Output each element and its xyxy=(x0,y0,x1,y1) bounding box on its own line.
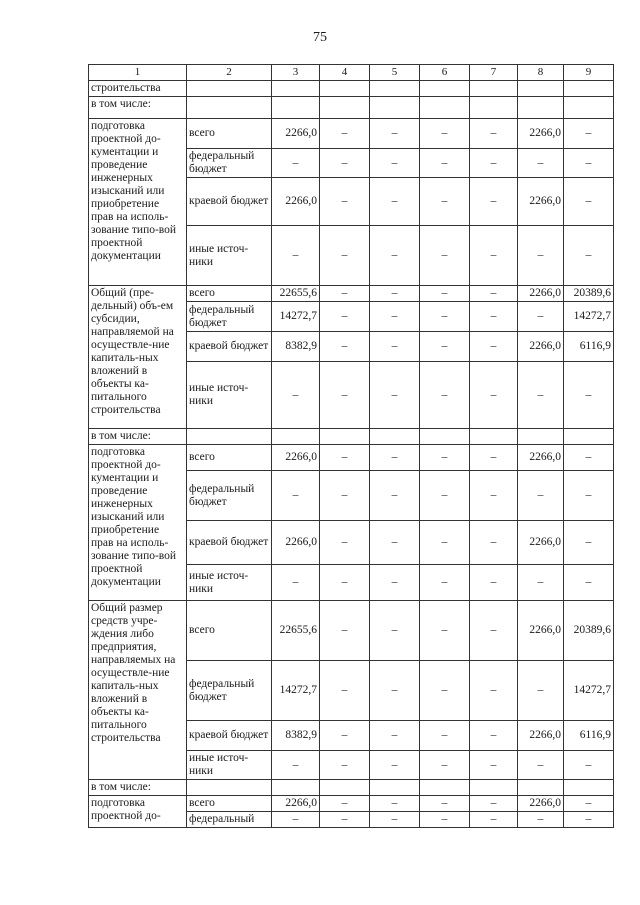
empty-value: – xyxy=(320,149,370,178)
empty-value: – xyxy=(518,226,564,286)
funding-source-label: иные источ-ники xyxy=(187,565,272,601)
amount-value: 20389,6 xyxy=(564,601,614,661)
empty-cell xyxy=(370,81,420,97)
empty-value: – xyxy=(564,471,614,521)
empty-value: – xyxy=(564,445,614,471)
amount-value: 22655,6 xyxy=(272,601,320,661)
funding-source-label: федеральный бюджет xyxy=(187,302,272,332)
empty-value: – xyxy=(320,445,370,471)
empty-value: – xyxy=(564,119,614,149)
empty-cell xyxy=(518,81,564,97)
empty-value: – xyxy=(470,286,518,302)
empty-value: – xyxy=(420,286,470,302)
empty-value: – xyxy=(320,721,370,751)
empty-cell xyxy=(272,97,320,119)
amount-value: 8382,9 xyxy=(272,332,320,362)
amount-value: 2266,0 xyxy=(272,178,320,226)
funding-source-label: федеральный бюджет xyxy=(187,149,272,178)
empty-cell xyxy=(420,780,470,796)
empty-value: – xyxy=(470,796,518,812)
funding-source-label: иные источ-ники xyxy=(187,751,272,780)
empty-value: – xyxy=(470,751,518,780)
empty-value: – xyxy=(370,521,420,565)
empty-value: – xyxy=(470,565,518,601)
funding-source-label: всего xyxy=(187,796,272,812)
column-number-2: 2 xyxy=(187,65,272,81)
empty-value: – xyxy=(420,751,470,780)
empty-value: – xyxy=(320,521,370,565)
empty-value: – xyxy=(420,601,470,661)
table-row xyxy=(89,780,614,796)
empty-cell xyxy=(187,780,272,796)
empty-value: – xyxy=(470,362,518,429)
empty-cell xyxy=(564,97,614,119)
row-label: в том числе: xyxy=(89,97,187,119)
table-row xyxy=(89,429,614,445)
empty-value: – xyxy=(320,471,370,521)
funding-source-label: иные источ-ники xyxy=(187,362,272,429)
empty-value: – xyxy=(320,178,370,226)
empty-value: – xyxy=(320,565,370,601)
empty-cell xyxy=(272,429,320,445)
empty-value: – xyxy=(470,149,518,178)
row-label: в том числе: xyxy=(89,429,187,445)
empty-cell xyxy=(370,97,420,119)
funding-source-label: федеральный бюджет xyxy=(187,471,272,521)
amount-value: 14272,7 xyxy=(564,302,614,332)
empty-value: – xyxy=(320,751,370,780)
empty-cell xyxy=(564,81,614,97)
funding-source-label: всего xyxy=(187,119,272,149)
amount-value: 2266,0 xyxy=(518,521,564,565)
empty-value: – xyxy=(320,362,370,429)
empty-value: – xyxy=(420,471,470,521)
empty-cell xyxy=(470,97,518,119)
empty-cell xyxy=(370,429,420,445)
empty-value: – xyxy=(420,149,470,178)
empty-value: – xyxy=(420,565,470,601)
amount-value: 2266,0 xyxy=(272,796,320,812)
amount-value: 22655,6 xyxy=(272,286,320,302)
empty-value: – xyxy=(320,226,370,286)
amount-value: 8382,9 xyxy=(272,721,320,751)
empty-value: – xyxy=(320,332,370,362)
empty-value: – xyxy=(420,332,470,362)
empty-value: – xyxy=(370,445,420,471)
empty-cell xyxy=(518,780,564,796)
table-row xyxy=(89,286,614,302)
empty-value: – xyxy=(420,119,470,149)
empty-cell xyxy=(187,429,272,445)
empty-cell xyxy=(564,429,614,445)
amount-value: 6116,9 xyxy=(564,721,614,751)
amount-value: 6116,9 xyxy=(564,332,614,362)
empty-value: – xyxy=(470,521,518,565)
empty-value: – xyxy=(370,751,420,780)
indicator-label: подготовка проектной до- xyxy=(89,796,187,828)
column-number-6: 6 xyxy=(420,65,470,81)
empty-value: – xyxy=(470,601,518,661)
empty-value: – xyxy=(470,471,518,521)
empty-cell xyxy=(320,97,370,119)
empty-cell xyxy=(470,81,518,97)
empty-cell xyxy=(470,780,518,796)
empty-value: – xyxy=(370,302,420,332)
column-number-3: 3 xyxy=(272,65,320,81)
table-row xyxy=(89,796,614,812)
empty-cell xyxy=(187,97,272,119)
empty-value: – xyxy=(272,565,320,601)
empty-value: – xyxy=(272,812,320,828)
funding-source-label: краевой бюджет xyxy=(187,521,272,565)
column-number-8: 8 xyxy=(518,65,564,81)
empty-value: – xyxy=(470,332,518,362)
empty-value: – xyxy=(420,178,470,226)
empty-cell xyxy=(518,429,564,445)
amount-value: 2266,0 xyxy=(518,286,564,302)
empty-value: – xyxy=(370,661,420,721)
empty-value: – xyxy=(420,226,470,286)
table-row xyxy=(89,97,614,119)
empty-value: – xyxy=(272,149,320,178)
funding-source-label: всего xyxy=(187,601,272,661)
empty-value: – xyxy=(470,812,518,828)
empty-value: – xyxy=(420,362,470,429)
column-number-1: 1 xyxy=(89,65,187,81)
empty-value: – xyxy=(420,521,470,565)
amount-value: 2266,0 xyxy=(272,119,320,149)
table-row xyxy=(89,601,614,661)
row-label: строительства xyxy=(89,81,187,97)
empty-value: – xyxy=(518,661,564,721)
empty-value: – xyxy=(370,721,420,751)
empty-value: – xyxy=(564,362,614,429)
amount-value: 2266,0 xyxy=(518,178,564,226)
empty-value: – xyxy=(470,178,518,226)
column-number-5: 5 xyxy=(370,65,420,81)
empty-value: – xyxy=(370,812,420,828)
empty-value: – xyxy=(370,286,420,302)
empty-value: – xyxy=(370,471,420,521)
column-number-9: 9 xyxy=(564,65,614,81)
amount-value: 20389,6 xyxy=(564,286,614,302)
empty-value: – xyxy=(370,119,420,149)
empty-value: – xyxy=(564,796,614,812)
empty-value: – xyxy=(272,226,320,286)
empty-value: – xyxy=(420,302,470,332)
empty-value: – xyxy=(420,661,470,721)
column-number-7: 7 xyxy=(470,65,518,81)
table-header-row xyxy=(89,65,614,81)
indicator-label: подготовка проектной до-кументации и проведение инженерных изысканий или приобретение прав на исполь-зование типо-вой проектной документации xyxy=(89,445,187,601)
empty-value: – xyxy=(320,601,370,661)
empty-cell xyxy=(272,780,320,796)
empty-value: – xyxy=(564,149,614,178)
funding-source-label: всего xyxy=(187,445,272,471)
amount-value: 2266,0 xyxy=(518,332,564,362)
amount-value: 2266,0 xyxy=(518,721,564,751)
empty-value: – xyxy=(320,812,370,828)
amount-value: 14272,7 xyxy=(272,661,320,721)
empty-value: – xyxy=(272,751,320,780)
empty-value: – xyxy=(518,812,564,828)
empty-value: – xyxy=(518,149,564,178)
amount-value: 2266,0 xyxy=(518,119,564,149)
empty-cell xyxy=(187,81,272,97)
empty-value: – xyxy=(564,565,614,601)
empty-value: – xyxy=(370,332,420,362)
empty-cell xyxy=(420,97,470,119)
empty-value: – xyxy=(320,661,370,721)
empty-cell xyxy=(320,780,370,796)
funding-source-label: федеральный xyxy=(187,812,272,828)
amount-value: 2266,0 xyxy=(518,601,564,661)
indicator-label: Общий (пре-дельный) объ-ем субсидии, направляемой на осуществле-ние капиталь-ных вложений в объекты ка-питального строительства xyxy=(89,286,187,429)
empty-value: – xyxy=(470,119,518,149)
amount-value: 2266,0 xyxy=(272,445,320,471)
column-number-4: 4 xyxy=(320,65,370,81)
empty-value: – xyxy=(272,362,320,429)
table-row xyxy=(89,81,614,97)
empty-value: – xyxy=(470,721,518,751)
indicator-label: подготовка проектной до-кументации и проведение инженерных изысканий или приобретение прав на исполь-зование типо-вой проектной документации xyxy=(89,119,187,286)
amount-value: 14272,7 xyxy=(272,302,320,332)
empty-value: – xyxy=(518,471,564,521)
table-row xyxy=(89,445,614,471)
table-row xyxy=(89,119,614,149)
amount-value: 2266,0 xyxy=(272,521,320,565)
empty-value: – xyxy=(370,226,420,286)
empty-value: – xyxy=(420,445,470,471)
empty-value: – xyxy=(370,178,420,226)
empty-value: – xyxy=(370,601,420,661)
empty-value: – xyxy=(420,721,470,751)
funding-source-label: краевой бюджет xyxy=(187,721,272,751)
empty-cell xyxy=(420,429,470,445)
indicator-label: Общий размер средств учре-ждения либо предприятия, направляемых на осуществле-ние капиталь-ных вложений в объекты ка-питального строительства xyxy=(89,601,187,780)
empty-value: – xyxy=(370,565,420,601)
empty-value: – xyxy=(320,119,370,149)
empty-value: – xyxy=(518,362,564,429)
empty-value: – xyxy=(320,302,370,332)
page-number: 75 xyxy=(313,30,327,45)
budget-table xyxy=(88,64,614,828)
funding-source-label: иные источ-ники xyxy=(187,226,272,286)
empty-value: – xyxy=(272,471,320,521)
empty-cell xyxy=(518,97,564,119)
empty-cell xyxy=(470,429,518,445)
empty-value: – xyxy=(420,796,470,812)
empty-value: – xyxy=(518,751,564,780)
funding-source-label: краевой бюджет xyxy=(187,332,272,362)
empty-value: – xyxy=(370,796,420,812)
empty-value: – xyxy=(470,661,518,721)
empty-value: – xyxy=(470,226,518,286)
empty-value: – xyxy=(470,302,518,332)
empty-value: – xyxy=(320,796,370,812)
empty-value: – xyxy=(370,149,420,178)
empty-value: – xyxy=(420,812,470,828)
empty-value: – xyxy=(564,521,614,565)
empty-cell xyxy=(370,780,420,796)
amount-value: 14272,7 xyxy=(564,661,614,721)
empty-value: – xyxy=(564,812,614,828)
empty-value: – xyxy=(564,178,614,226)
amount-value: 2266,0 xyxy=(518,445,564,471)
empty-value: – xyxy=(320,286,370,302)
empty-value: – xyxy=(564,751,614,780)
empty-cell xyxy=(320,81,370,97)
amount-value: 2266,0 xyxy=(518,796,564,812)
funding-source-label: федеральный бюджет xyxy=(187,661,272,721)
empty-cell xyxy=(420,81,470,97)
row-label: в том числе: xyxy=(89,780,187,796)
funding-source-label: всего xyxy=(187,286,272,302)
empty-value: – xyxy=(518,302,564,332)
empty-cell xyxy=(272,81,320,97)
empty-cell xyxy=(564,780,614,796)
empty-value: – xyxy=(518,565,564,601)
empty-value: – xyxy=(564,226,614,286)
funding-source-label: краевой бюджет xyxy=(187,178,272,226)
empty-cell xyxy=(320,429,370,445)
empty-value: – xyxy=(370,362,420,429)
empty-value: – xyxy=(470,445,518,471)
